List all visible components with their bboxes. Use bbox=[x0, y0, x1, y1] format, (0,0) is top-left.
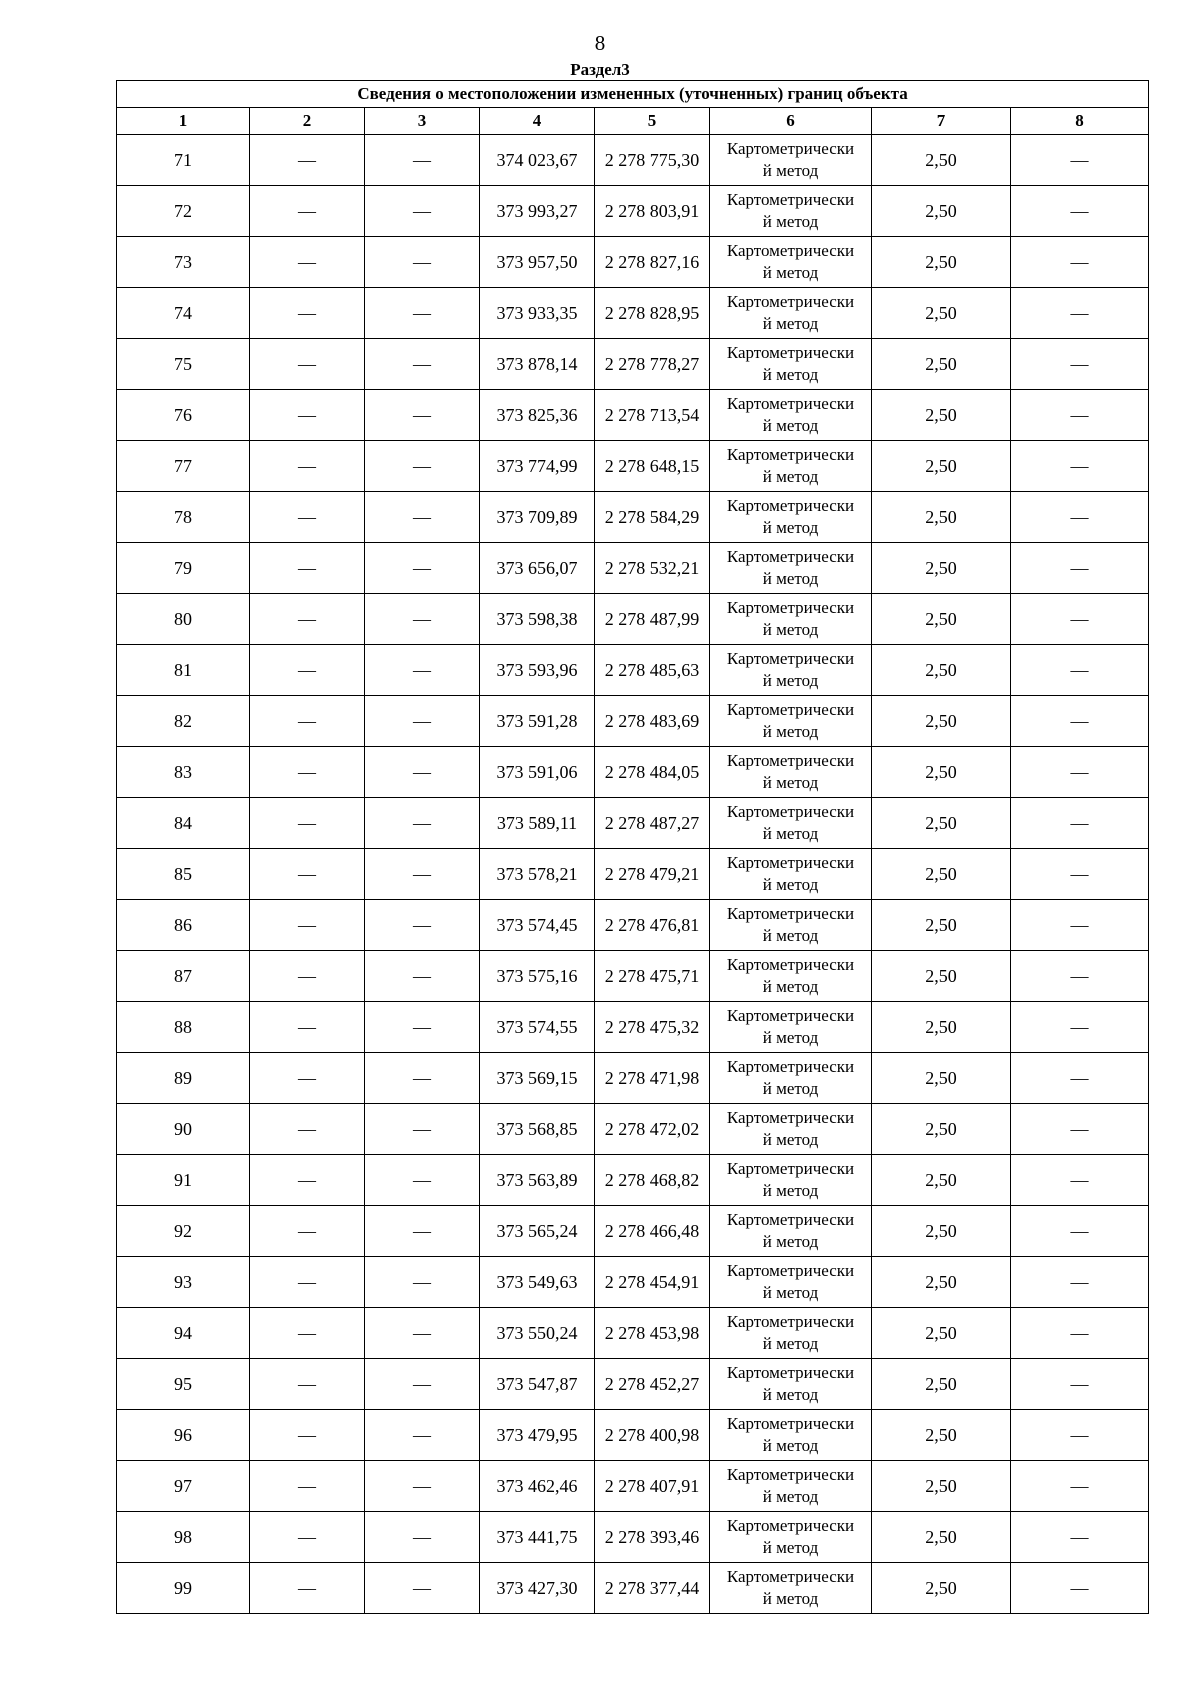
table-body bbox=[117, 135, 1149, 1614]
x-coordinate-cell: 373 591,06 bbox=[480, 747, 595, 798]
table-row bbox=[117, 1512, 1149, 1563]
y-coordinate-cell: 2 278 778,27 bbox=[595, 339, 710, 390]
table-row bbox=[117, 900, 1149, 951]
col3-value-cell: — bbox=[365, 1053, 480, 1104]
method-cell: Картометрически й метод bbox=[710, 390, 872, 441]
x-coordinate-cell: 373 589,11 bbox=[480, 798, 595, 849]
col3-value-cell: — bbox=[365, 1410, 480, 1461]
y-coordinate-cell: 2 278 454,91 bbox=[595, 1257, 710, 1308]
y-coordinate-cell: 2 278 485,63 bbox=[595, 645, 710, 696]
col3-value-cell: — bbox=[365, 900, 480, 951]
table-row bbox=[117, 1257, 1149, 1308]
section-title: Раздел3 bbox=[570, 60, 630, 79]
method-cell: Картометрически й метод bbox=[710, 441, 872, 492]
point-number-cell: 80 bbox=[117, 594, 250, 645]
col8-value-cell: — bbox=[1011, 951, 1149, 1002]
accuracy-cell: 2,50 bbox=[872, 951, 1011, 1002]
col2-value-cell: — bbox=[250, 747, 365, 798]
method-cell: Картометрически й метод bbox=[710, 645, 872, 696]
y-coordinate-cell: 2 278 648,15 bbox=[595, 441, 710, 492]
x-coordinate-cell: 373 575,16 bbox=[480, 951, 595, 1002]
column-number: 1 bbox=[117, 108, 250, 135]
col8-value-cell: — bbox=[1011, 1053, 1149, 1104]
column-number: 2 bbox=[250, 108, 365, 135]
accuracy-cell: 2,50 bbox=[872, 594, 1011, 645]
method-cell: Картометрически й метод bbox=[710, 1053, 872, 1104]
x-coordinate-cell: 374 023,67 bbox=[480, 135, 595, 186]
table-row bbox=[117, 594, 1149, 645]
col2-value-cell: — bbox=[250, 441, 365, 492]
col2-value-cell: — bbox=[250, 645, 365, 696]
point-number-cell: 75 bbox=[117, 339, 250, 390]
y-coordinate-cell: 2 278 584,29 bbox=[595, 492, 710, 543]
accuracy-cell: 2,50 bbox=[872, 1257, 1011, 1308]
col3-value-cell: — bbox=[365, 390, 480, 441]
col3-value-cell: — bbox=[365, 645, 480, 696]
col3-value-cell: — bbox=[365, 1359, 480, 1410]
point-number-cell: 85 bbox=[117, 849, 250, 900]
col8-value-cell: — bbox=[1011, 1359, 1149, 1410]
x-coordinate-cell: 373 441,75 bbox=[480, 1512, 595, 1563]
x-coordinate-cell: 373 825,36 bbox=[480, 390, 595, 441]
col3-value-cell: — bbox=[365, 1461, 480, 1512]
y-coordinate-cell: 2 278 475,32 bbox=[595, 1002, 710, 1053]
y-coordinate-cell: 2 278 803,91 bbox=[595, 186, 710, 237]
column-number: 4 bbox=[480, 108, 595, 135]
column-number: 8 bbox=[1011, 108, 1149, 135]
x-coordinate-cell: 373 878,14 bbox=[480, 339, 595, 390]
method-cell: Картометрически й метод bbox=[710, 135, 872, 186]
x-coordinate-cell: 373 709,89 bbox=[480, 492, 595, 543]
col3-value-cell: — bbox=[365, 543, 480, 594]
accuracy-cell: 2,50 bbox=[872, 441, 1011, 492]
method-cell: Картометрически й метод bbox=[710, 1257, 872, 1308]
method-cell: Картометрически й метод bbox=[710, 594, 872, 645]
col8-value-cell: — bbox=[1011, 135, 1149, 186]
col8-value-cell: — bbox=[1011, 849, 1149, 900]
point-number-cell: 98 bbox=[117, 1512, 250, 1563]
point-number-cell: 94 bbox=[117, 1308, 250, 1359]
method-cell: Картометрически й метод bbox=[710, 900, 872, 951]
table-row bbox=[117, 645, 1149, 696]
y-coordinate-cell: 2 278 475,71 bbox=[595, 951, 710, 1002]
col3-value-cell: — bbox=[365, 1155, 480, 1206]
y-coordinate-cell: 2 278 484,05 bbox=[595, 747, 710, 798]
col8-value-cell: — bbox=[1011, 441, 1149, 492]
table-row bbox=[117, 288, 1149, 339]
accuracy-cell: 2,50 bbox=[872, 798, 1011, 849]
col2-value-cell: — bbox=[250, 1257, 365, 1308]
col3-value-cell: — bbox=[365, 135, 480, 186]
y-coordinate-cell: 2 278 483,69 bbox=[595, 696, 710, 747]
col3-value-cell: — bbox=[365, 1002, 480, 1053]
col8-value-cell: — bbox=[1011, 339, 1149, 390]
col8-value-cell: — bbox=[1011, 1257, 1149, 1308]
method-cell: Картометрически й метод bbox=[710, 849, 872, 900]
x-coordinate-cell: 373 574,55 bbox=[480, 1002, 595, 1053]
col2-value-cell: — bbox=[250, 1359, 365, 1410]
col8-value-cell: — bbox=[1011, 288, 1149, 339]
method-cell: Картометрически й метод bbox=[710, 1461, 872, 1512]
accuracy-cell: 2,50 bbox=[872, 645, 1011, 696]
y-coordinate-cell: 2 278 468,82 bbox=[595, 1155, 710, 1206]
table-row bbox=[117, 1461, 1149, 1512]
page-number: 8 bbox=[594, 31, 606, 55]
table-row bbox=[117, 135, 1149, 186]
column-number: 3 bbox=[365, 108, 480, 135]
col2-value-cell: — bbox=[250, 1461, 365, 1512]
col2-value-cell: — bbox=[250, 135, 365, 186]
table-row bbox=[117, 1206, 1149, 1257]
col8-value-cell: — bbox=[1011, 1206, 1149, 1257]
x-coordinate-cell: 373 593,96 bbox=[480, 645, 595, 696]
col2-value-cell: — bbox=[250, 543, 365, 594]
col3-value-cell: — bbox=[365, 747, 480, 798]
table-row bbox=[117, 492, 1149, 543]
col2-value-cell: — bbox=[250, 390, 365, 441]
point-number-cell: 91 bbox=[117, 1155, 250, 1206]
method-cell: Картометрически й метод bbox=[710, 288, 872, 339]
method-cell: Картометрически й метод bbox=[710, 339, 872, 390]
table-row bbox=[117, 1053, 1149, 1104]
table-row bbox=[117, 543, 1149, 594]
y-coordinate-cell: 2 278 407,91 bbox=[595, 1461, 710, 1512]
col8-value-cell: — bbox=[1011, 1410, 1149, 1461]
x-coordinate-cell: 373 598,38 bbox=[480, 594, 595, 645]
table-row bbox=[117, 1563, 1149, 1614]
method-cell: Картометрически й метод bbox=[710, 186, 872, 237]
col2-value-cell: — bbox=[250, 1410, 365, 1461]
x-coordinate-cell: 373 427,30 bbox=[480, 1563, 595, 1614]
method-cell: Картометрически й метод bbox=[710, 1002, 872, 1053]
x-coordinate-cell: 373 933,35 bbox=[480, 288, 595, 339]
table-row bbox=[117, 1410, 1149, 1461]
accuracy-cell: 2,50 bbox=[872, 1461, 1011, 1512]
accuracy-cell: 2,50 bbox=[872, 390, 1011, 441]
column-numbers-row bbox=[117, 108, 1149, 135]
method-cell: Картометрически й метод bbox=[710, 492, 872, 543]
col8-value-cell: — bbox=[1011, 594, 1149, 645]
col2-value-cell: — bbox=[250, 951, 365, 1002]
col3-value-cell: — bbox=[365, 594, 480, 645]
accuracy-cell: 2,50 bbox=[872, 339, 1011, 390]
point-number-cell: 89 bbox=[117, 1053, 250, 1104]
method-cell: Картометрически й метод bbox=[710, 798, 872, 849]
y-coordinate-cell: 2 278 775,30 bbox=[595, 135, 710, 186]
col3-value-cell: — bbox=[365, 237, 480, 288]
point-number-cell: 82 bbox=[117, 696, 250, 747]
table-caption: Сведения о местоположении измененных (уточненных) границ объекта bbox=[117, 81, 1149, 108]
col3-value-cell: — bbox=[365, 798, 480, 849]
point-number-cell: 87 bbox=[117, 951, 250, 1002]
point-number-cell: 84 bbox=[117, 798, 250, 849]
table-row bbox=[117, 1308, 1149, 1359]
accuracy-cell: 2,50 bbox=[872, 1359, 1011, 1410]
y-coordinate-cell: 2 278 713,54 bbox=[595, 390, 710, 441]
point-number-cell: 90 bbox=[117, 1104, 250, 1155]
col8-value-cell: — bbox=[1011, 1308, 1149, 1359]
col2-value-cell: — bbox=[250, 1206, 365, 1257]
col2-value-cell: — bbox=[250, 900, 365, 951]
y-coordinate-cell: 2 278 400,98 bbox=[595, 1410, 710, 1461]
col2-value-cell: — bbox=[250, 696, 365, 747]
method-cell: Картометрически й метод bbox=[710, 1104, 872, 1155]
accuracy-cell: 2,50 bbox=[872, 1512, 1011, 1563]
y-coordinate-cell: 2 278 466,48 bbox=[595, 1206, 710, 1257]
col3-value-cell: — bbox=[365, 1206, 480, 1257]
col2-value-cell: — bbox=[250, 1155, 365, 1206]
accuracy-cell: 2,50 bbox=[872, 135, 1011, 186]
col8-value-cell: — bbox=[1011, 390, 1149, 441]
col8-value-cell: — bbox=[1011, 900, 1149, 951]
point-number-cell: 88 bbox=[117, 1002, 250, 1053]
y-coordinate-cell: 2 278 472,02 bbox=[595, 1104, 710, 1155]
accuracy-cell: 2,50 bbox=[872, 237, 1011, 288]
col2-value-cell: — bbox=[250, 339, 365, 390]
x-coordinate-cell: 373 563,89 bbox=[480, 1155, 595, 1206]
x-coordinate-cell: 373 479,95 bbox=[480, 1410, 595, 1461]
table-row bbox=[117, 1002, 1149, 1053]
col2-value-cell: — bbox=[250, 1308, 365, 1359]
point-number-cell: 79 bbox=[117, 543, 250, 594]
col2-value-cell: — bbox=[250, 237, 365, 288]
col3-value-cell: — bbox=[365, 1308, 480, 1359]
col3-value-cell: — bbox=[365, 288, 480, 339]
table-row bbox=[117, 237, 1149, 288]
col3-value-cell: — bbox=[365, 441, 480, 492]
col8-value-cell: — bbox=[1011, 1563, 1149, 1614]
accuracy-cell: 2,50 bbox=[872, 849, 1011, 900]
point-number-cell: 86 bbox=[117, 900, 250, 951]
accuracy-cell: 2,50 bbox=[872, 696, 1011, 747]
point-number-cell: 72 bbox=[117, 186, 250, 237]
col8-value-cell: — bbox=[1011, 492, 1149, 543]
col2-value-cell: — bbox=[250, 1002, 365, 1053]
method-cell: Картометрически й метод bbox=[710, 747, 872, 798]
col2-value-cell: — bbox=[250, 492, 365, 543]
col3-value-cell: — bbox=[365, 339, 480, 390]
table-row bbox=[117, 1104, 1149, 1155]
table-row bbox=[117, 798, 1149, 849]
x-coordinate-cell: 373 565,24 bbox=[480, 1206, 595, 1257]
point-number-cell: 77 bbox=[117, 441, 250, 492]
accuracy-cell: 2,50 bbox=[872, 1563, 1011, 1614]
column-number: 5 bbox=[595, 108, 710, 135]
x-coordinate-cell: 373 568,85 bbox=[480, 1104, 595, 1155]
accuracy-cell: 2,50 bbox=[872, 1002, 1011, 1053]
col8-value-cell: — bbox=[1011, 1002, 1149, 1053]
method-cell: Картометрически й метод bbox=[710, 1308, 872, 1359]
table-row bbox=[117, 1155, 1149, 1206]
x-coordinate-cell: 373 547,87 bbox=[480, 1359, 595, 1410]
col8-value-cell: — bbox=[1011, 1461, 1149, 1512]
coordinates-table bbox=[116, 80, 1149, 1614]
method-cell: Картометрически й метод bbox=[710, 1410, 872, 1461]
point-number-cell: 73 bbox=[117, 237, 250, 288]
point-number-cell: 83 bbox=[117, 747, 250, 798]
col2-value-cell: — bbox=[250, 1053, 365, 1104]
point-number-cell: 99 bbox=[117, 1563, 250, 1614]
accuracy-cell: 2,50 bbox=[872, 1104, 1011, 1155]
col2-value-cell: — bbox=[250, 1563, 365, 1614]
x-coordinate-cell: 373 774,99 bbox=[480, 441, 595, 492]
col2-value-cell: — bbox=[250, 288, 365, 339]
point-number-cell: 95 bbox=[117, 1359, 250, 1410]
method-cell: Картометрически й метод bbox=[710, 1155, 872, 1206]
point-number-cell: 93 bbox=[117, 1257, 250, 1308]
method-cell: Картометрически й метод bbox=[710, 1206, 872, 1257]
column-number: 6 bbox=[710, 108, 872, 135]
x-coordinate-cell: 373 957,50 bbox=[480, 237, 595, 288]
x-coordinate-cell: 373 550,24 bbox=[480, 1308, 595, 1359]
accuracy-cell: 2,50 bbox=[872, 1410, 1011, 1461]
x-coordinate-cell: 373 578,21 bbox=[480, 849, 595, 900]
accuracy-cell: 2,50 bbox=[872, 186, 1011, 237]
point-number-cell: 96 bbox=[117, 1410, 250, 1461]
col3-value-cell: — bbox=[365, 492, 480, 543]
accuracy-cell: 2,50 bbox=[872, 1053, 1011, 1104]
point-number-cell: 76 bbox=[117, 390, 250, 441]
col8-value-cell: — bbox=[1011, 237, 1149, 288]
col3-value-cell: — bbox=[365, 1257, 480, 1308]
col8-value-cell: — bbox=[1011, 1104, 1149, 1155]
method-cell: Картометрически й метод bbox=[710, 543, 872, 594]
col3-value-cell: — bbox=[365, 1104, 480, 1155]
x-coordinate-cell: 373 569,15 bbox=[480, 1053, 595, 1104]
accuracy-cell: 2,50 bbox=[872, 747, 1011, 798]
y-coordinate-cell: 2 278 452,27 bbox=[595, 1359, 710, 1410]
y-coordinate-cell: 2 278 828,95 bbox=[595, 288, 710, 339]
col8-value-cell: — bbox=[1011, 798, 1149, 849]
table-row bbox=[117, 696, 1149, 747]
table-row bbox=[117, 849, 1149, 900]
y-coordinate-cell: 2 278 827,16 bbox=[595, 237, 710, 288]
x-coordinate-cell: 373 591,28 bbox=[480, 696, 595, 747]
col2-value-cell: — bbox=[250, 594, 365, 645]
col8-value-cell: — bbox=[1011, 645, 1149, 696]
accuracy-cell: 2,50 bbox=[872, 1206, 1011, 1257]
method-cell: Картометрически й метод bbox=[710, 1563, 872, 1614]
y-coordinate-cell: 2 278 453,98 bbox=[595, 1308, 710, 1359]
col3-value-cell: — bbox=[365, 849, 480, 900]
col2-value-cell: — bbox=[250, 1512, 365, 1563]
x-coordinate-cell: 373 462,46 bbox=[480, 1461, 595, 1512]
accuracy-cell: 2,50 bbox=[872, 288, 1011, 339]
table-row bbox=[117, 441, 1149, 492]
col2-value-cell: — bbox=[250, 849, 365, 900]
accuracy-cell: 2,50 bbox=[872, 492, 1011, 543]
x-coordinate-cell: 373 993,27 bbox=[480, 186, 595, 237]
table-row bbox=[117, 747, 1149, 798]
point-number-cell: 92 bbox=[117, 1206, 250, 1257]
column-number: 7 bbox=[872, 108, 1011, 135]
col2-value-cell: — bbox=[250, 798, 365, 849]
table-row bbox=[117, 186, 1149, 237]
y-coordinate-cell: 2 278 487,99 bbox=[595, 594, 710, 645]
method-cell: Картометрически й метод bbox=[710, 951, 872, 1002]
col2-value-cell: — bbox=[250, 186, 365, 237]
y-coordinate-cell: 2 278 393,46 bbox=[595, 1512, 710, 1563]
method-cell: Картометрически й метод bbox=[710, 237, 872, 288]
x-coordinate-cell: 373 656,07 bbox=[480, 543, 595, 594]
col3-value-cell: — bbox=[365, 951, 480, 1002]
y-coordinate-cell: 2 278 476,81 bbox=[595, 900, 710, 951]
method-cell: Картометрически й метод bbox=[710, 1512, 872, 1563]
accuracy-cell: 2,50 bbox=[872, 543, 1011, 594]
col8-value-cell: — bbox=[1011, 1512, 1149, 1563]
accuracy-cell: 2,50 bbox=[872, 1308, 1011, 1359]
col8-value-cell: — bbox=[1011, 747, 1149, 798]
col3-value-cell: — bbox=[365, 186, 480, 237]
col3-value-cell: — bbox=[365, 696, 480, 747]
col8-value-cell: — bbox=[1011, 696, 1149, 747]
y-coordinate-cell: 2 278 471,98 bbox=[595, 1053, 710, 1104]
accuracy-cell: 2,50 bbox=[872, 900, 1011, 951]
point-number-cell: 78 bbox=[117, 492, 250, 543]
table-row bbox=[117, 1359, 1149, 1410]
x-coordinate-cell: 373 549,63 bbox=[480, 1257, 595, 1308]
col8-value-cell: — bbox=[1011, 186, 1149, 237]
method-cell: Картометрически й метод bbox=[710, 696, 872, 747]
point-number-cell: 74 bbox=[117, 288, 250, 339]
y-coordinate-cell: 2 278 377,44 bbox=[595, 1563, 710, 1614]
method-cell: Картометрически й метод bbox=[710, 1359, 872, 1410]
accuracy-cell: 2,50 bbox=[872, 1155, 1011, 1206]
col8-value-cell: — bbox=[1011, 1155, 1149, 1206]
col8-value-cell: — bbox=[1011, 543, 1149, 594]
table-row bbox=[117, 339, 1149, 390]
col3-value-cell: — bbox=[365, 1563, 480, 1614]
table-row bbox=[117, 951, 1149, 1002]
point-number-cell: 97 bbox=[117, 1461, 250, 1512]
point-number-cell: 81 bbox=[117, 645, 250, 696]
table-row bbox=[117, 390, 1149, 441]
y-coordinate-cell: 2 278 487,27 bbox=[595, 798, 710, 849]
col3-value-cell: — bbox=[365, 1512, 480, 1563]
col2-value-cell: — bbox=[250, 1104, 365, 1155]
x-coordinate-cell: 373 574,45 bbox=[480, 900, 595, 951]
point-number-cell: 71 bbox=[117, 135, 250, 186]
y-coordinate-cell: 2 278 479,21 bbox=[595, 849, 710, 900]
y-coordinate-cell: 2 278 532,21 bbox=[595, 543, 710, 594]
